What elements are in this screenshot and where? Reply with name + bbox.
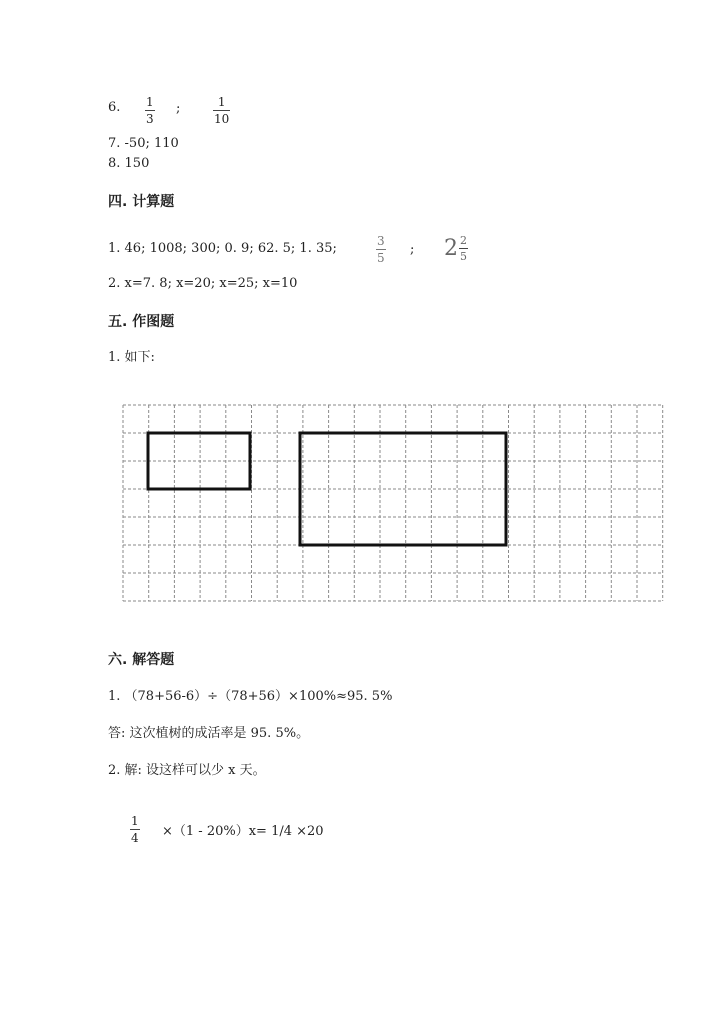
section-5-heading: 五. 作图题 [108,314,175,330]
q8-answer: 8. 150 [108,156,150,171]
q6-fraction-1-denominator: 3 [146,112,154,126]
answer-1-reply: 答: 这次植树的成活率是 95. 5%。 [108,726,310,741]
answer-2-setup: 2. 解: 设这样可以少 x 天。 [108,763,266,778]
q6-fraction-1-numerator: 1 [146,95,154,109]
calc-2-answers: 2. x=7. 8; x=20; x=25; x=10 [108,276,298,291]
calc-1-mixed-denominator: 5 [460,250,467,263]
answer-1-formula: 1. （78+56-6）÷（78+56）×100%≈95. 5% [108,689,393,704]
q6-separator: ; [176,101,181,116]
equation-fraction-denominator: 4 [131,831,139,845]
q6-number: 6. [108,100,121,115]
q6-fraction-2-numerator: 1 [217,95,226,109]
calc-1-separator: ; [410,242,415,257]
calc-1-mixed-whole: 2 [444,236,458,261]
section-4-heading: 四. 计算题 [108,194,175,210]
drawing-1-label: 1. 如下: [108,350,155,365]
equation-fraction [130,815,140,844]
calc-1-mixed-numerator: 2 [460,234,467,247]
equation-fraction-numerator: 1 [131,814,139,828]
equation-text: ×（1 - 20%）x= 1/4 ×20 [162,824,324,839]
calc-1-fraction-denominator: 5 [377,251,385,265]
calc-1-answers: 1. 46; 1008; 300; 0. 9; 62. 5; 1. 35; [108,241,337,256]
q6-fraction-2-denominator: 10 [214,112,230,126]
calc-1-fraction-numerator: 3 [377,234,385,248]
section-6-heading: 六. 解答题 [108,652,175,668]
q7-answer: 7. -50; 110 [108,136,179,151]
